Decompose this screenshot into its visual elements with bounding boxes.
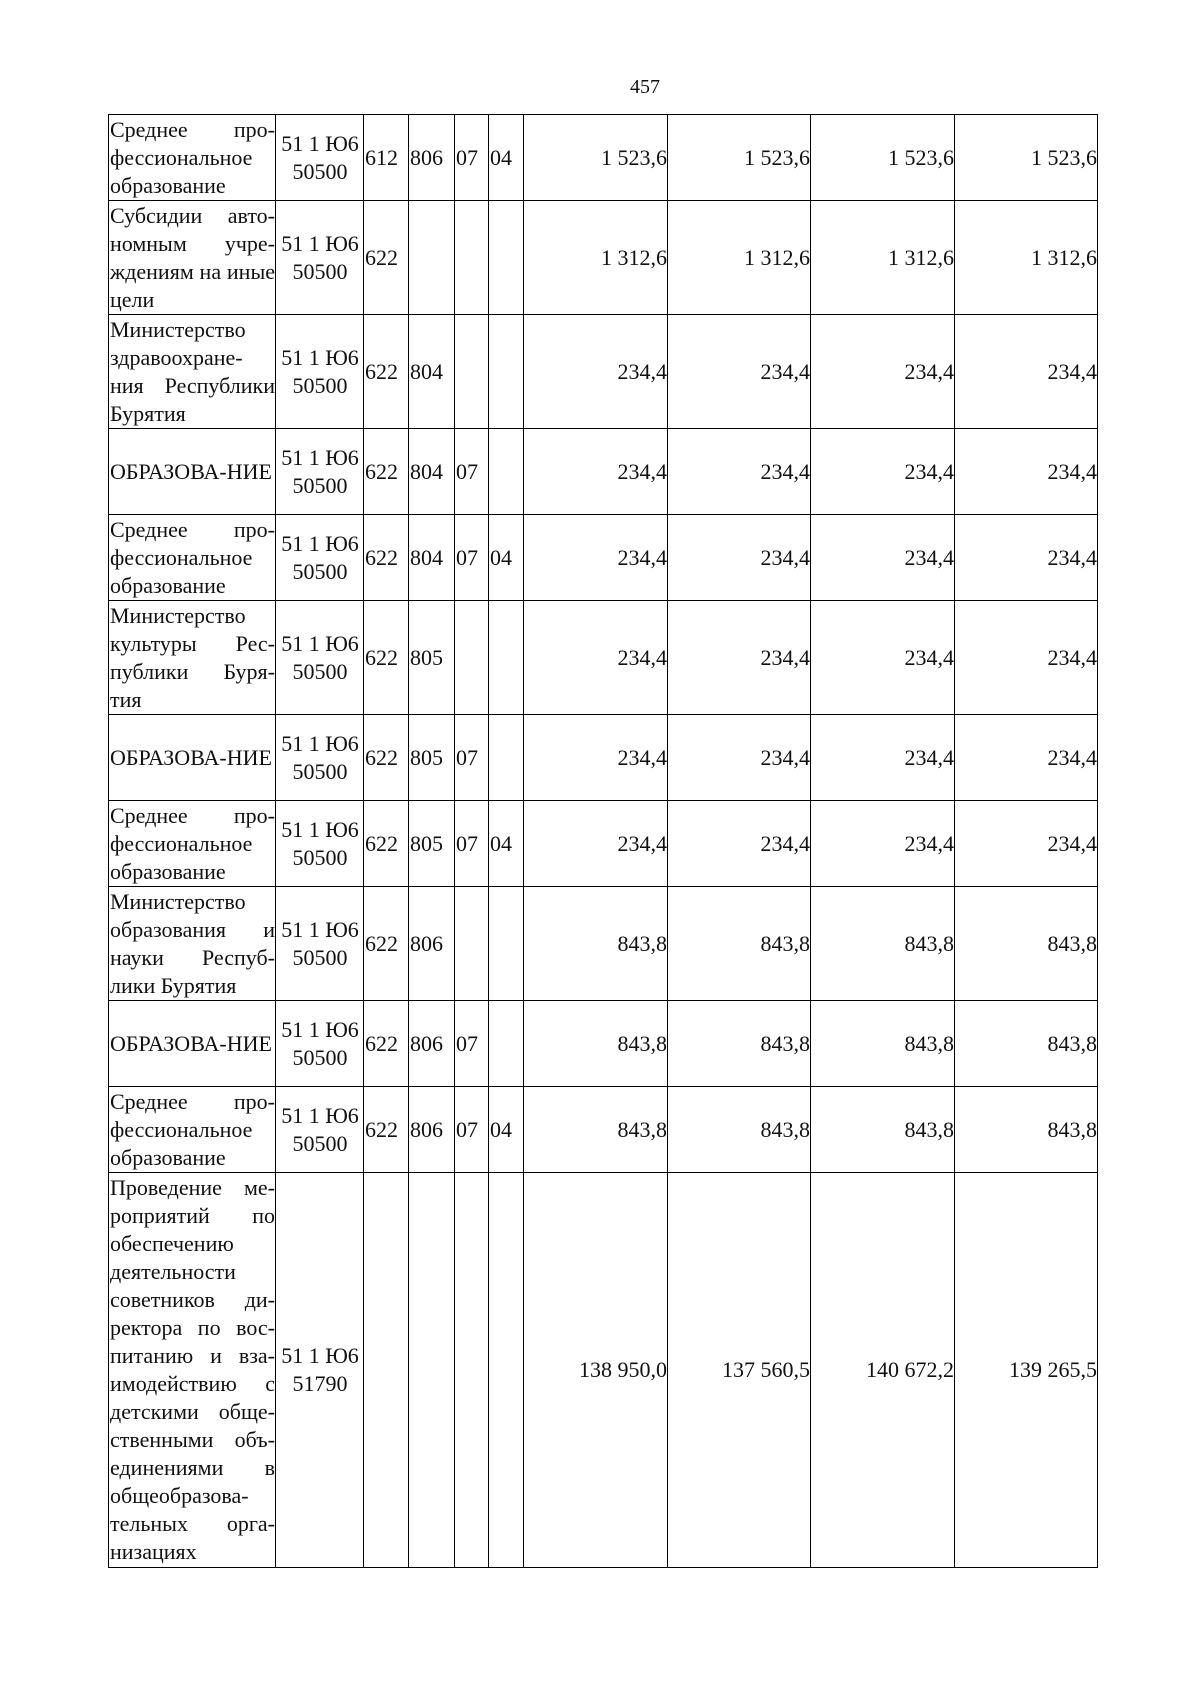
table-row [109, 715, 1098, 801]
amount-1: 234,4 [524, 429, 668, 515]
expense-type-code: 612 [364, 115, 409, 201]
target-article-code: 51 1 Ю6 50500 [276, 315, 364, 429]
subsection-code: 04 [489, 115, 524, 201]
ministry-code: 805 [409, 801, 455, 887]
section-code [455, 1173, 489, 1568]
row-name-cell: Министерство культуры Рес-публики Буря-тия [109, 601, 276, 715]
subsection-code [489, 1173, 524, 1568]
table-body [109, 115, 1098, 1568]
table-row [109, 515, 1098, 601]
amount-3: 1 312,6 [811, 201, 955, 315]
table-row [109, 601, 1098, 715]
ministry-code [409, 1173, 455, 1568]
row-name-cell: Среднее про-фессиональное образование [109, 1087, 276, 1173]
subsection-code [489, 887, 524, 1001]
subsection-code [489, 315, 524, 429]
amount-4: 234,4 [955, 715, 1098, 801]
row-name-cell: ОБРАЗОВА-НИЕ [109, 1001, 276, 1087]
budget-table [108, 114, 1098, 1568]
amount-3: 234,4 [811, 601, 955, 715]
amount-2: 234,4 [668, 801, 811, 887]
amount-3: 843,8 [811, 1001, 955, 1087]
table-row [109, 1001, 1098, 1087]
target-article-code: 51 1 Ю6 50500 [276, 1001, 364, 1087]
target-article-code: 51 1 Ю6 50500 [276, 801, 364, 887]
amount-3: 234,4 [811, 429, 955, 515]
ministry-code: 806 [409, 115, 455, 201]
row-name-cell: Министерство образования и науки Респуб-лики Бурятия [109, 887, 276, 1001]
expense-type-code: 622 [364, 601, 409, 715]
amount-2: 1 312,6 [668, 201, 811, 315]
amount-4: 234,4 [955, 801, 1098, 887]
row-name-cell: ОБРАЗОВА-НИЕ [109, 429, 276, 515]
amount-2: 843,8 [668, 1087, 811, 1173]
amount-3: 140 672,2 [811, 1173, 955, 1568]
target-article-code: 51 1 Ю6 50500 [276, 201, 364, 315]
expense-type-code: 622 [364, 315, 409, 429]
amount-4: 843,8 [955, 1001, 1098, 1087]
amount-3: 843,8 [811, 887, 955, 1001]
expense-type-code: 622 [364, 1001, 409, 1087]
amount-4: 234,4 [955, 429, 1098, 515]
amount-3: 843,8 [811, 1087, 955, 1173]
section-code [455, 201, 489, 315]
amount-4: 234,4 [955, 315, 1098, 429]
amount-4: 139 265,5 [955, 1173, 1098, 1568]
amount-3: 1 523,6 [811, 115, 955, 201]
table-row [109, 887, 1098, 1001]
amount-4: 234,4 [955, 515, 1098, 601]
amount-4: 843,8 [955, 887, 1098, 1001]
amount-2: 234,4 [668, 515, 811, 601]
expense-type-code: 622 [364, 429, 409, 515]
row-name-cell: Среднее про-фессиональное образование [109, 115, 276, 201]
page-number: 457 [630, 76, 660, 98]
amount-2: 234,4 [668, 315, 811, 429]
table-row [109, 801, 1098, 887]
section-code: 07 [455, 429, 489, 515]
ministry-code: 805 [409, 715, 455, 801]
amount-1: 1 312,6 [524, 201, 668, 315]
section-code [455, 887, 489, 1001]
row-name-cell: Министерство здравоохране-ния Республики Бурятия [109, 315, 276, 429]
section-code: 07 [455, 1001, 489, 1087]
ministry-code: 804 [409, 429, 455, 515]
amount-2: 843,8 [668, 1001, 811, 1087]
row-name-cell: Субсидии авто-номным учре-ждениям на иные цели [109, 201, 276, 315]
amount-2: 843,8 [668, 887, 811, 1001]
subsection-code [489, 1001, 524, 1087]
section-code: 07 [455, 115, 489, 201]
amount-1: 234,4 [524, 315, 668, 429]
expense-type-code: 622 [364, 201, 409, 315]
amount-1: 234,4 [524, 515, 668, 601]
ministry-code: 805 [409, 601, 455, 715]
subsection-code: 04 [489, 801, 524, 887]
section-code: 07 [455, 515, 489, 601]
target-article-code: 51 1 Ю6 50500 [276, 429, 364, 515]
ministry-code: 806 [409, 887, 455, 1001]
amount-1: 843,8 [524, 1001, 668, 1087]
amount-1: 138 950,0 [524, 1173, 668, 1568]
amount-3: 234,4 [811, 801, 955, 887]
section-code: 07 [455, 801, 489, 887]
expense-type-code: 622 [364, 887, 409, 1001]
section-code: 07 [455, 1087, 489, 1173]
row-name-cell: ОБРАЗОВА-НИЕ [109, 715, 276, 801]
table-row [109, 1173, 1098, 1568]
ministry-code [409, 201, 455, 315]
subsection-code: 04 [489, 1087, 524, 1173]
amount-1: 1 523,6 [524, 115, 668, 201]
expense-type-code: 622 [364, 801, 409, 887]
subsection-code [489, 601, 524, 715]
amount-3: 234,4 [811, 515, 955, 601]
target-article-code: 51 1 Ю6 50500 [276, 887, 364, 1001]
section-code: 07 [455, 715, 489, 801]
subsection-code [489, 715, 524, 801]
section-code [455, 315, 489, 429]
table-row [109, 315, 1098, 429]
amount-4: 1 523,6 [955, 115, 1098, 201]
row-name-cell: Среднее про-фессиональное образование [109, 515, 276, 601]
table-row [109, 115, 1098, 201]
amount-1: 843,8 [524, 887, 668, 1001]
amount-2: 234,4 [668, 601, 811, 715]
subsection-code [489, 201, 524, 315]
target-article-code: 51 1 Ю6 50500 [276, 601, 364, 715]
amount-3: 234,4 [811, 715, 955, 801]
amount-1: 234,4 [524, 801, 668, 887]
target-article-code: 51 1 Ю6 50500 [276, 515, 364, 601]
expense-type-code: 622 [364, 1087, 409, 1173]
amount-2: 137 560,5 [668, 1173, 811, 1568]
target-article-code: 51 1 Ю6 51790 [276, 1173, 364, 1568]
section-code [455, 601, 489, 715]
table-row [109, 1087, 1098, 1173]
table-row [109, 429, 1098, 515]
amount-1: 234,4 [524, 601, 668, 715]
amount-4: 234,4 [955, 601, 1098, 715]
amount-2: 1 523,6 [668, 115, 811, 201]
ministry-code: 804 [409, 315, 455, 429]
amount-3: 234,4 [811, 315, 955, 429]
ministry-code: 806 [409, 1001, 455, 1087]
amount-4: 843,8 [955, 1087, 1098, 1173]
row-name-cell: Проведение ме-роприятий по обеспечению деятельности советников ди-ректора по вос-питанию и вза-имодействию с детскими обще-ственными объ-единениями в общеобразова-тельных орга-низациях [109, 1173, 276, 1568]
expense-type-code: 622 [364, 715, 409, 801]
target-article-code: 51 1 Ю6 50500 [276, 715, 364, 801]
ministry-code: 806 [409, 1087, 455, 1173]
subsection-code: 04 [489, 515, 524, 601]
amount-1: 843,8 [524, 1087, 668, 1173]
row-name-cell: Среднее про-фессиональное образование [109, 801, 276, 887]
expense-type-code [364, 1173, 409, 1568]
target-article-code: 51 1 Ю6 50500 [276, 115, 364, 201]
target-article-code: 51 1 Ю6 50500 [276, 1087, 364, 1173]
amount-1: 234,4 [524, 715, 668, 801]
amount-2: 234,4 [668, 429, 811, 515]
amount-4: 1 312,6 [955, 201, 1098, 315]
subsection-code [489, 429, 524, 515]
ministry-code: 804 [409, 515, 455, 601]
table-row [109, 201, 1098, 315]
expense-type-code: 622 [364, 515, 409, 601]
amount-2: 234,4 [668, 715, 811, 801]
